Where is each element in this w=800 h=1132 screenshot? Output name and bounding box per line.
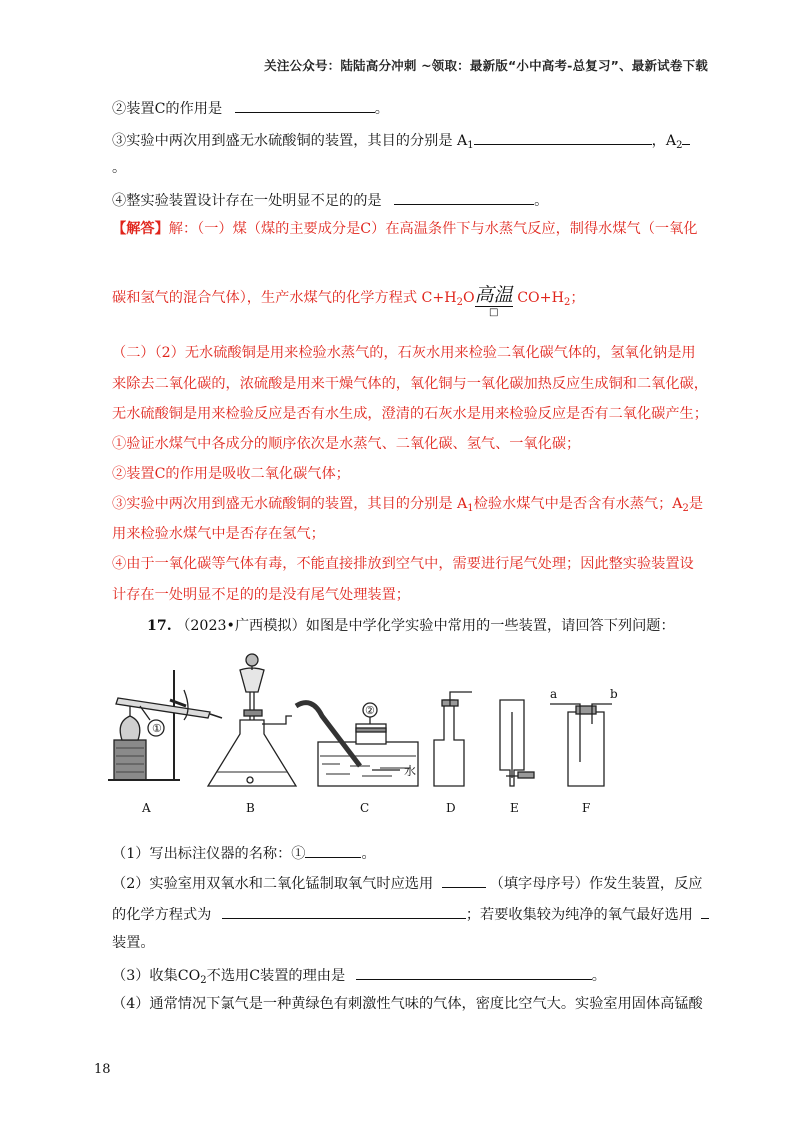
figure-label-e: E: [510, 801, 519, 815]
label-a: a: [550, 687, 558, 701]
q17-p2-blank1: [442, 872, 486, 888]
label-b: b: [610, 687, 618, 701]
q17-part2-line3: 装置。: [112, 935, 155, 951]
q17-p2-text4: ；若要收集较为纯净的氧气最好选用: [465, 907, 693, 923]
gas-bottle-d: [434, 700, 464, 786]
answer-line-9: 用来检验水煤气中是否存在氢气；: [112, 526, 325, 542]
q3-blank-a2: [682, 129, 690, 145]
q17-p3-end: 。: [591, 968, 606, 984]
apparatus-a: [108, 670, 222, 780]
q3-mid: ，A: [651, 133, 677, 149]
answer-8-end: 是: [688, 496, 704, 512]
equation-products: CO+H: [512, 290, 564, 306]
answer-text-1: 解：（一）煤（煤的主要成分是C）在高温条件下与水蒸气反应，制得水煤气（一氧化: [168, 221, 698, 237]
answer-8-sub1: 1: [467, 503, 474, 514]
mark-1-label: ①: [152, 722, 162, 735]
answer-line-4: 来除去二氧化碳的，浓硫酸是用来干燥气体的，氧化铜与一氧化碳加热反应生成铜和二氧化碳，: [112, 376, 708, 392]
answer-line-2: [112, 281, 585, 318]
condition-box: □: [488, 307, 499, 318]
q2-blank: [235, 97, 375, 113]
apparatus-figure: [100, 640, 620, 820]
gas-bottle-f: [568, 708, 604, 786]
q17-p2-text3: 的化学方程式为: [112, 907, 212, 923]
q17-p3-sub: 2: [200, 975, 207, 986]
wood-block: [114, 740, 146, 780]
answer-line-6: ①验证水煤气中各成分的顺序依次是水蒸气、二氧化碳、氢气、一氧化碳；: [112, 436, 581, 452]
answer-line-10: ④由于一氧化碳等气体有毒，不能直接排放到空气中，需要进行尾气处理；因此整实验装置设: [112, 556, 694, 572]
q17-number: 17.: [147, 618, 172, 634]
answer-line-1: [112, 219, 697, 239]
page-header: 关注公众号：陆陆高分冲刺 ~领取：最新版“小中高考-总复习”、最新试卷下载: [264, 58, 708, 73]
q17-p1-text: （1）写出标注仪器的名称：①: [112, 846, 306, 862]
apparatus-f: [550, 704, 612, 786]
apparatus-b: [208, 654, 296, 786]
answer-line-8: [112, 494, 703, 519]
q17-part1: [112, 842, 376, 864]
answer-line-7: ②装置C的作用是吸收二氧化碳气体；: [112, 466, 350, 482]
q4-blank: [394, 189, 534, 205]
q17-p1-blank: [305, 842, 361, 858]
q3-a1-sub: 1: [467, 140, 474, 151]
gas-jar: [356, 724, 386, 744]
equation-o: O: [463, 290, 475, 306]
q17-p3-text2: 不选用C装置的理由是: [206, 968, 346, 984]
conical-flask: [208, 720, 296, 786]
figure-label-a: A: [142, 801, 151, 815]
q17-p2-text2: （填字母序号）作发生装置，反应: [489, 876, 703, 892]
answer-line-11: 计存在一处明显不足的的是没有尾气处理装置；: [112, 587, 410, 603]
q4-suffix: 。: [534, 193, 549, 209]
q17-title: [147, 616, 675, 636]
q17-p2-blank2: [222, 903, 466, 919]
answer-tag: 【解答】: [112, 221, 169, 237]
answer-line-5: 无水硫酸铜是用来检验反应是否有水生成，澄清的石灰水是用来检验反应是否有二氧化碳产生；: [112, 406, 708, 422]
equation-prefix: 碳和氢气的混合气体），生产水煤气的化学方程式 C+H: [112, 290, 457, 306]
q17-text: （2023•广西模拟）如图是中学化学实验中常用的一些装置，请回答下列问题：: [176, 618, 675, 634]
equation-sub-h2: 2: [456, 297, 464, 308]
answer-8-sub2: 2: [682, 503, 689, 514]
alcohol-lamp: [120, 716, 140, 740]
page-number: 18: [94, 1062, 111, 1077]
q2-line: [112, 97, 389, 119]
answer-8-mid: 检验水煤气中是否含有水蒸气；A: [473, 496, 683, 512]
figure-label-f: F: [582, 801, 591, 815]
equation-sub-h2-product: 2: [563, 297, 571, 308]
q17-part4: （4）通常情况下氯气是一种黄绿色有刺激性气味的气体，密度比空气大。实验室用固体高锰酸: [112, 996, 703, 1012]
q3-line: [112, 129, 690, 156]
condition-high-temp: 高温: [474, 284, 513, 306]
q4-line: [112, 189, 548, 211]
answer-8-pre: ③实验中两次用到盛无水硫酸铜的装置，其目的分别是 A: [112, 496, 468, 512]
q2-text: ②装置C的作用是: [112, 101, 223, 117]
reaction-condition: [475, 285, 513, 319]
water-label: 水: [404, 764, 417, 778]
q17-part2-line2: [112, 903, 709, 925]
q17-p2-text1: （2）实验室用双氧水和二氧化锰制取氧气时应选用: [112, 876, 434, 892]
q3-blank-a1: [474, 129, 652, 145]
q17-p2-blank3: [701, 903, 709, 919]
apparatus-c: [296, 703, 418, 786]
figure-label-d: D: [446, 801, 456, 815]
apparatus-e: [500, 700, 534, 786]
q3-a2-sub: 2: [676, 140, 683, 151]
answer-line-3: （二）（2）无水硫酸铜是用来检验水蒸气的，石灰水用来检验二氧化碳气体的，氢氧化钠是用: [112, 345, 696, 361]
q17-p3-text1: （3）收集CO: [112, 968, 201, 984]
figure-label-c: C: [360, 801, 370, 815]
apparatus-d: [434, 692, 472, 786]
q17-p1-end: 。: [361, 846, 376, 862]
q17-part3: [112, 964, 606, 991]
q4-text: ④整实验装置设计存在一处明显不足的的是: [112, 193, 382, 209]
figure-label-b: B: [246, 801, 255, 815]
q17-p3-blank: [356, 964, 592, 980]
q3-text: ③实验中两次用到盛无水硫酸铜的装置，其目的分别是 A: [112, 133, 468, 149]
q17-part2-line1: [112, 872, 703, 894]
q2-suffix: 。: [374, 101, 389, 117]
equation-end: ；: [570, 290, 585, 306]
mark-2-label: ②: [365, 704, 375, 717]
q3-cont: 。: [112, 160, 127, 176]
